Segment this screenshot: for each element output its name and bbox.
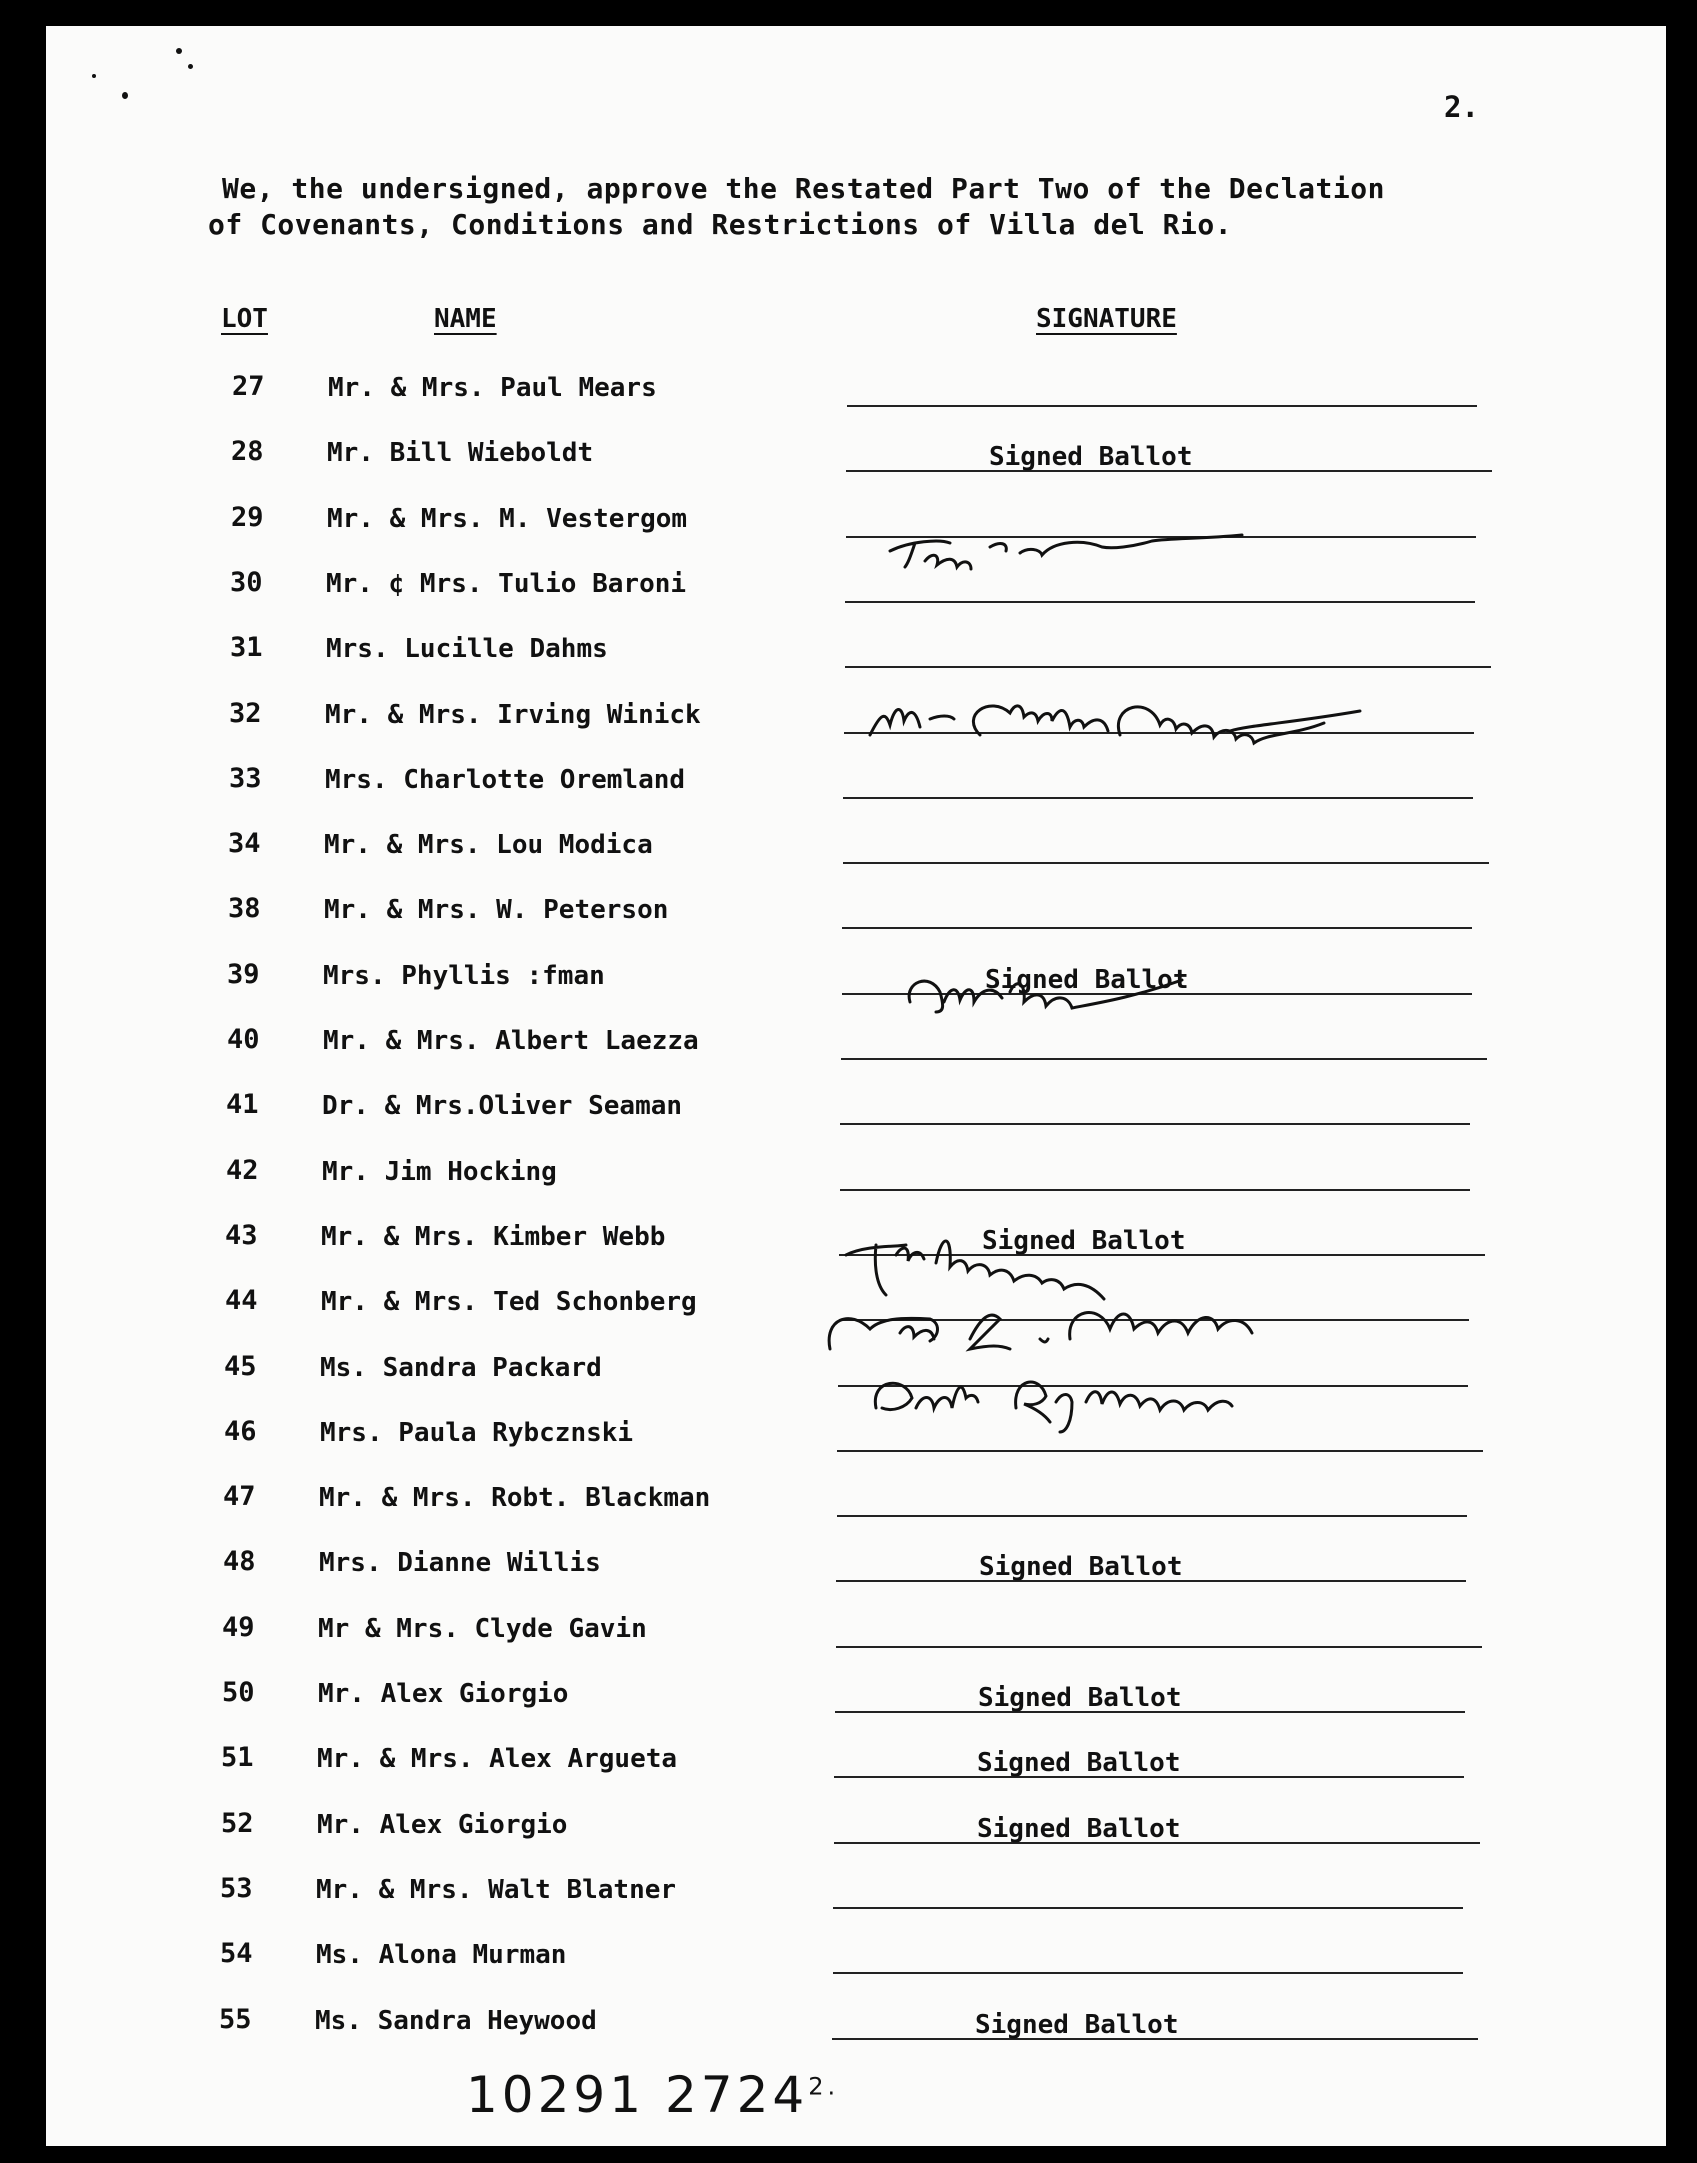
owner-name: Mr. & Mrs. Alex Argueta [317, 1744, 678, 1775]
owner-name: Mr. Alex Giorgio [318, 1679, 569, 1709]
lot-number: 42 [226, 1154, 259, 1186]
table-row [46, 2004, 1666, 2068]
signed-ballot-note: Signed Ballot [985, 964, 1189, 995]
lot-number: 47 [223, 1481, 256, 1513]
owner-name: Ms. Alona Murman [316, 1940, 567, 1971]
owner-name: Mr. Jim Hocking [322, 1156, 557, 1187]
signature-line [845, 601, 1475, 603]
lot-number: 54 [220, 1938, 253, 1970]
approval-statement-line1: We, the undersigned, approve the Restated Part Two of the Declation [222, 172, 1385, 205]
table-row [46, 1808, 1666, 1872]
recording-stamp-number: 10291 2724 [466, 2066, 809, 2124]
table-row [46, 959, 1666, 1023]
handwritten-signature [900, 972, 1330, 1042]
owner-name: Mr. Alex Giorgio [317, 1809, 568, 1840]
table-row [46, 1155, 1666, 1219]
owner-name: Dr. & Mrs.Oliver Seaman [322, 1091, 683, 1122]
table-row [46, 1677, 1666, 1741]
signed-ballot-note: Signed Ballot [975, 2009, 1179, 2040]
column-header-signature: SIGNATURE [1036, 304, 1177, 334]
table-row [46, 436, 1666, 500]
table-row [46, 1351, 1666, 1415]
signature-line [845, 666, 1491, 668]
owner-name: Ms. Sandra Packard [320, 1352, 602, 1383]
table-row [46, 1546, 1666, 1610]
table-row [46, 1089, 1666, 1153]
table-row [46, 371, 1666, 435]
owner-name: Mr. & Mrs. Kimber Webb [321, 1221, 666, 1252]
table-row [46, 1024, 1666, 1088]
column-header-lot: LOT [221, 304, 268, 334]
table-row [46, 1938, 1666, 2002]
lot-number: 32 [229, 697, 262, 729]
lot-number: 29 [231, 501, 264, 533]
lot-number: 44 [225, 1285, 258, 1317]
scan-speck [176, 48, 182, 54]
approval-statement-line2: of Covenants, Conditions and Restrictions of Villa del Rio. [208, 208, 1233, 241]
owner-name: Mr. & Mrs. Irving Winick [325, 699, 701, 730]
signature-line [840, 1189, 1470, 1191]
signed-ballot-note: Signed Ballot [977, 1748, 1181, 1779]
lot-number: 55 [219, 2003, 252, 2035]
owner-name: Mr & Mrs. Clyde Gavin [318, 1613, 647, 1644]
lot-number: 43 [225, 1219, 258, 1251]
handwritten-signature [866, 1378, 1346, 1448]
recording-stamp-suffix: 2. [808, 2072, 840, 2101]
handwritten-signature [860, 705, 1560, 775]
signature-line [833, 1972, 1463, 1974]
owner-name: Mrs. Lucille Dahms [326, 634, 608, 665]
table-row [46, 567, 1666, 631]
owner-name: Mr. & Mrs. Robt. Blackman [319, 1483, 711, 1514]
lot-number: 40 [227, 1024, 260, 1055]
table-row [46, 1742, 1666, 1806]
owner-name: Mr. & Mrs. Walt Blatner [316, 1874, 677, 1905]
signature-line [847, 405, 1477, 407]
signed-ballot-note: Signed Ballot [982, 1225, 1186, 1256]
owner-name: Mr. Bill Wieboldt [327, 438, 594, 469]
signed-ballot-note: Signed Ballot [979, 1552, 1183, 1583]
table-row [46, 1481, 1666, 1545]
handwritten-signature [836, 1235, 1306, 1315]
signature-line [837, 1450, 1483, 1452]
owner-name: Mrs. Phyllis :fman [323, 960, 605, 991]
table-row [46, 893, 1666, 957]
signed-ballot-note: Signed Ballot [978, 1683, 1182, 1713]
lot-number: 50 [222, 1677, 255, 1708]
signature-line [841, 1058, 1487, 1060]
approval-statement [208, 171, 1642, 243]
lot-number: 46 [224, 1415, 257, 1447]
table-row [46, 828, 1666, 892]
lot-number: 27 [232, 371, 265, 402]
owner-name: Mrs. Charlotte Oremland [325, 764, 686, 795]
column-header-name: NAME [434, 304, 497, 334]
signature-line [842, 927, 1472, 929]
recording-stamp [466, 2066, 839, 2124]
table-row [46, 1416, 1666, 1480]
owner-name: Mr. & Mrs. Albert Laezza [323, 1026, 699, 1056]
scan-speck [188, 64, 193, 69]
owner-name: Mr. & Mrs. Ted Schonberg [321, 1287, 697, 1318]
signature-line [840, 1123, 1470, 1125]
lot-number: 52 [221, 1807, 254, 1839]
lot-number: 49 [222, 1611, 255, 1643]
owner-name: Ms. Sandra Heywood [315, 2005, 597, 2036]
lot-number: 45 [224, 1350, 257, 1382]
owner-name: Mrs. Dianne Willis [319, 1548, 601, 1579]
owner-name: Mr. & Mrs. Paul Mears [328, 373, 657, 403]
table-row [46, 763, 1666, 827]
lot-number: 39 [227, 958, 260, 990]
scan-speck [122, 92, 128, 99]
owner-name: Mr. & Mrs. M. Vestergom [327, 503, 688, 534]
owner-name: Mr. ¢ Mrs. Tulio Baroni [326, 568, 687, 599]
signature-line [843, 862, 1489, 864]
owner-name: Mr. & Mrs. Lou Modica [324, 830, 653, 861]
signature-line [837, 1515, 1467, 1517]
scan-speck [92, 74, 96, 78]
signature-line [843, 797, 1473, 799]
lot-number: 51 [221, 1742, 254, 1774]
table-row [46, 1873, 1666, 1937]
document-page [46, 26, 1666, 2146]
page-number: 2. [1444, 90, 1479, 124]
table-row [46, 502, 1666, 566]
lot-number: 53 [220, 1872, 253, 1904]
lot-number: 48 [223, 1546, 256, 1578]
lot-number: 28 [231, 436, 264, 468]
table-row [46, 1612, 1666, 1676]
handwritten-signature [880, 533, 1350, 583]
owner-name: Mrs. Paula Rybcznski [320, 1417, 634, 1448]
signed-ballot-note: Signed Ballot [977, 1813, 1181, 1844]
lot-number: 30 [230, 566, 263, 598]
signature-line [833, 1907, 1463, 1909]
lot-number: 33 [229, 762, 262, 794]
owner-name: Mr. & Mrs. W. Peterson [324, 895, 669, 926]
lot-number: 38 [228, 893, 261, 925]
handwritten-signature [820, 1309, 1420, 1379]
lot-number: 34 [228, 828, 261, 860]
signature-line [836, 1646, 1482, 1648]
lot-number: 31 [230, 632, 263, 664]
table-row [46, 632, 1666, 696]
signed-ballot-note: Signed Ballot [989, 442, 1193, 473]
lot-number: 41 [226, 1089, 259, 1121]
